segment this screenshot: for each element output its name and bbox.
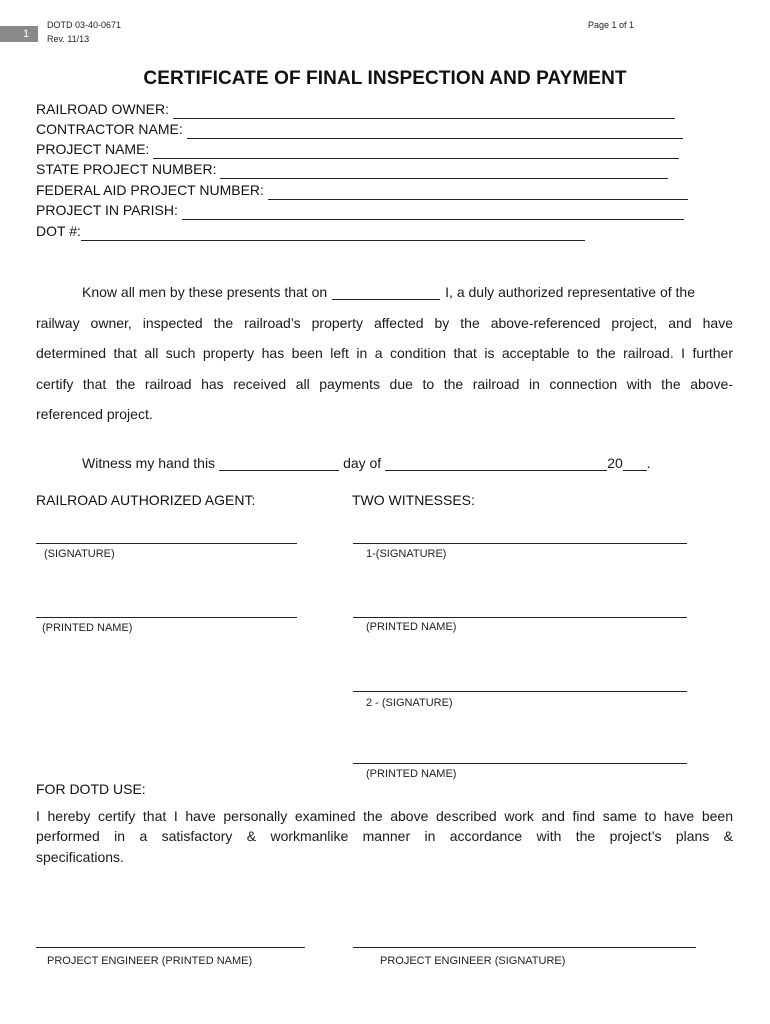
page-of-label: Page 1 of 1 [588,20,635,30]
dotd-certify-line-3: specifications. [36,849,124,865]
witness-2-printed-name-caption: (PRINTED NAME) [366,768,457,780]
body-line-4: certify that the railroad has received all payments due to the railroad in connection with the above- [36,376,733,392]
project-in-parish-field[interactable] [36,200,684,220]
witness-year-prefix: 20 [607,455,623,471]
project-in-parish-line[interactable] [182,205,684,220]
witnesses-heading: TWO WITNESSES: [352,492,475,508]
contractor-name-line[interactable] [187,124,683,139]
contractor-name-label: CONTRACTOR NAME: [36,121,183,137]
witness-month-blank[interactable] [385,458,607,471]
engineer-printed-name-caption: PROJECT ENGINEER (PRINTED NAME) [47,955,253,967]
project-name-line[interactable] [153,144,679,159]
engineer-printed-name-line[interactable] [36,947,305,948]
witness-2-signature-line[interactable] [353,691,687,692]
state-project-number-label: STATE PROJECT NUMBER: [36,161,217,177]
inspection-date-blank[interactable] [332,287,440,300]
federal-aid-project-number-label: FEDERAL AID PROJECT NUMBER: [36,182,264,198]
witness-1-printed-name-caption: (PRINTED NAME) [366,621,457,633]
form-number: DOTD 03-40-0671 [47,20,122,30]
federal-aid-project-number-line[interactable] [268,185,688,200]
dot-number-field[interactable] [36,221,585,241]
body-line-1-end: I, a duly authorized representative of the [445,284,695,300]
witness-line [82,455,651,471]
body-line-2: railway owner, inspected the railroad’s property affected by the above-referenced project, and have [36,315,733,331]
project-in-parish-label: PROJECT IN PARISH: [36,202,178,218]
witness-1-printed-name-line[interactable] [353,617,687,618]
witness-1-signature-line[interactable] [353,543,687,544]
body-line-3: determined that all such property has been left in a condition that is acceptable to the railroad. I further [36,345,733,361]
railroad-owner-label: RAILROAD OWNER: [36,101,170,117]
engineer-signature-caption: PROJECT ENGINEER (SIGNATURE) [380,955,566,967]
project-name-field[interactable] [36,139,679,159]
witness-period: . [646,455,651,471]
dotd-certify-line-1: I hereby certify that I have personally examined the above described work and find same to have been [36,808,733,824]
dotd-certify-line-2: performed in a satisfactory & workmanlike manner in accordance with the project’s plans & [36,828,733,844]
project-name-label: PROJECT NAME: [36,141,150,157]
agent-printed-name-line[interactable] [36,617,297,618]
witness-year-blank[interactable] [623,458,647,471]
railroad-owner-field[interactable] [36,99,675,119]
body-line-1 [82,284,733,300]
federal-aid-project-number-field[interactable] [36,180,688,200]
railroad-owner-line[interactable] [173,104,675,119]
page-number-badge: 1 [0,26,38,42]
witness-text-day-of: day of [343,455,382,471]
witness-text-start: Witness my hand this [82,455,216,471]
witness-1-signature-caption: 1-(SIGNATURE) [366,548,447,560]
engineer-signature-line[interactable] [353,947,696,948]
witness-2-signature-caption: 2 - (SIGNATURE) [366,697,453,709]
state-project-number-line[interactable] [220,164,668,179]
agent-heading: RAILROAD AUTHORIZED AGENT: [36,492,256,508]
revision-label: Rev. 11/13 [47,34,90,44]
agent-signature-line[interactable] [36,543,297,544]
witness-2-printed-name-line[interactable] [353,763,687,764]
body-line-1-start: Know all men by these presents that on [82,284,328,300]
document-title: CERTIFICATE OF FINAL INSPECTION AND PAYMENT [143,68,627,89]
dot-number-label: DOT #: [36,223,81,239]
state-project-number-field[interactable] [36,159,668,179]
contractor-name-field[interactable] [36,119,683,139]
agent-printed-name-caption: (PRINTED NAME) [42,622,133,634]
body-line-5: referenced project. [36,406,153,422]
dotd-use-heading: FOR DOTD USE: [36,781,146,797]
dot-number-line[interactable] [81,226,585,241]
agent-signature-caption: (SIGNATURE) [44,548,115,560]
witness-day-blank[interactable] [219,458,339,471]
